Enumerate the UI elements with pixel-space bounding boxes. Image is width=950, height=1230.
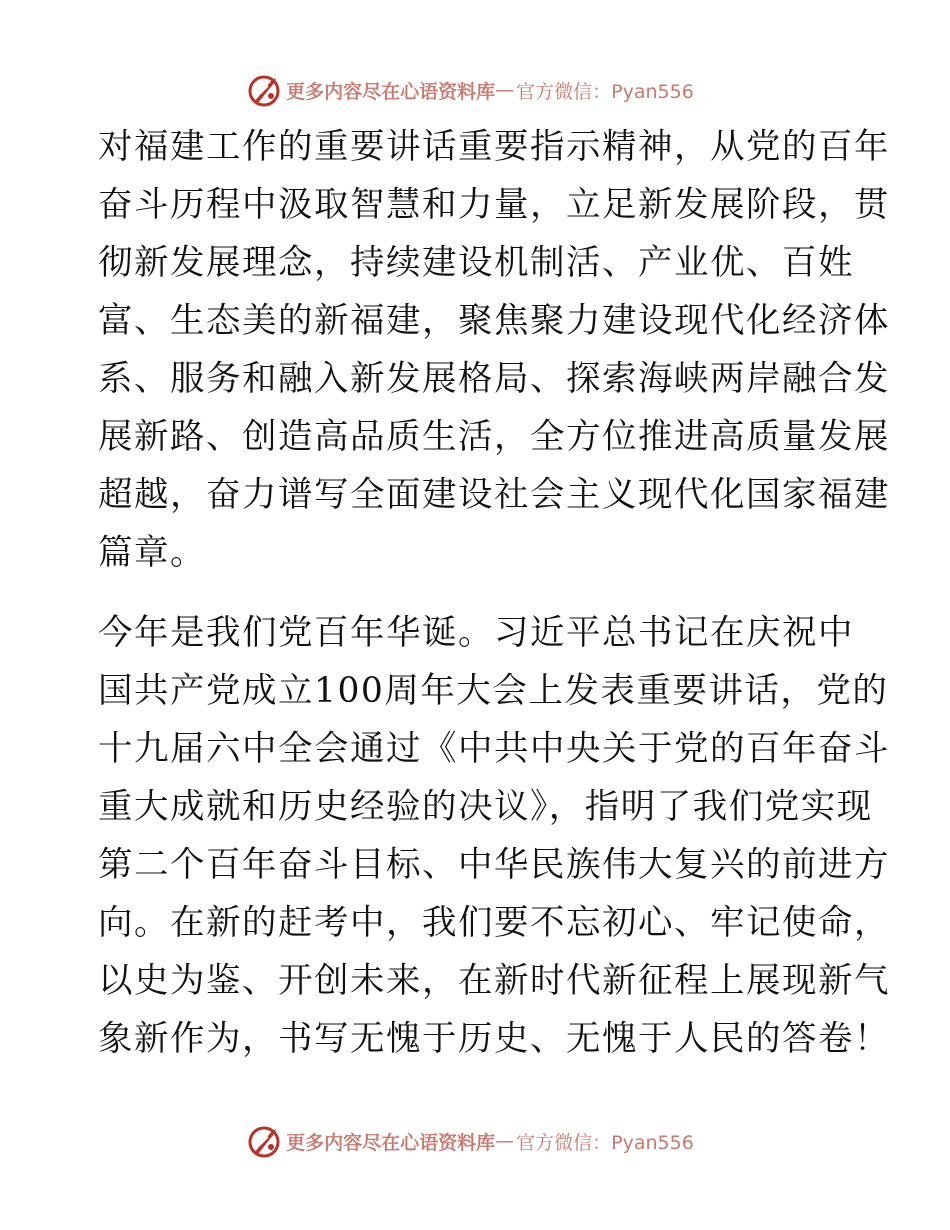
footer-wechat-text: 官方微信：Pyan556 xyxy=(516,1131,694,1154)
header-site-text: 更多内容尽在心语资料库 xyxy=(286,80,496,103)
paragraph-line: 向。在新的赶考中，我们要不忘初心、牢记使命， xyxy=(98,903,890,943)
paragraph-line: 十九届六中全会通过《中共中央关于党的百年奋斗 xyxy=(98,729,890,769)
footer-banner xyxy=(0,1121,950,1161)
paragraph-line: 篇章。 xyxy=(98,533,206,573)
paragraph-line: 今年是我们党百年华诞。习近平总书记在庆祝中 xyxy=(98,613,854,653)
paragraph-line: 重大成就和历史经验的决议》，指明了我们党实现 xyxy=(98,787,873,827)
header-wechat-text: 官方微信：Pyan556 xyxy=(516,80,694,103)
paragraph-line: 彻新发展理念，持续建设机制活、产业优、百姓 xyxy=(98,243,854,283)
header-banner xyxy=(0,70,950,110)
footer-dash: — xyxy=(495,1130,515,1152)
paragraph-line: 系、服务和融入新发展格局、探索海峡两岸融合发 xyxy=(98,359,890,399)
footer-site-text: 更多内容尽在心语资料库 xyxy=(286,1131,496,1154)
paragraph-line: 展新路、创造高品质生活，全方位推进高质量发展 xyxy=(98,417,890,457)
paragraph-line: 第二个百年奋斗目标、中华民族伟大复兴的前进方 xyxy=(98,845,890,885)
header-dash: — xyxy=(495,79,515,101)
footer-banner-content xyxy=(246,1123,694,1159)
paragraph-line: 超越，奋力谱写全面建设社会主义现代化国家福建 xyxy=(98,475,890,515)
paragraph-line: 奋斗历程中汲取智慧和力量，立足新发展阶段，贯 xyxy=(98,185,890,225)
paragraph-1 xyxy=(98,118,890,582)
quill-logo-icon xyxy=(246,1123,282,1159)
paragraph-line: 象新作为，书写无愧于历史、无愧于人民的答卷！ xyxy=(98,1019,890,1059)
paragraph-line: 富、生态美的新福建，聚焦聚力建设现代化经济体 xyxy=(98,301,890,341)
paragraph-line: 以史为鉴、开创未来，在新时代新征程上展现新气 xyxy=(98,961,890,1001)
header-banner-content xyxy=(246,72,694,108)
paragraph-line: 对福建工作的重要讲话重要指示精神，从党的百年 xyxy=(98,127,890,167)
paragraph-line: 国共产党成立100周年大会上发表重要讲话，党的 xyxy=(98,671,889,711)
quill-logo-icon xyxy=(246,72,282,108)
paragraph-2 xyxy=(98,604,890,1068)
